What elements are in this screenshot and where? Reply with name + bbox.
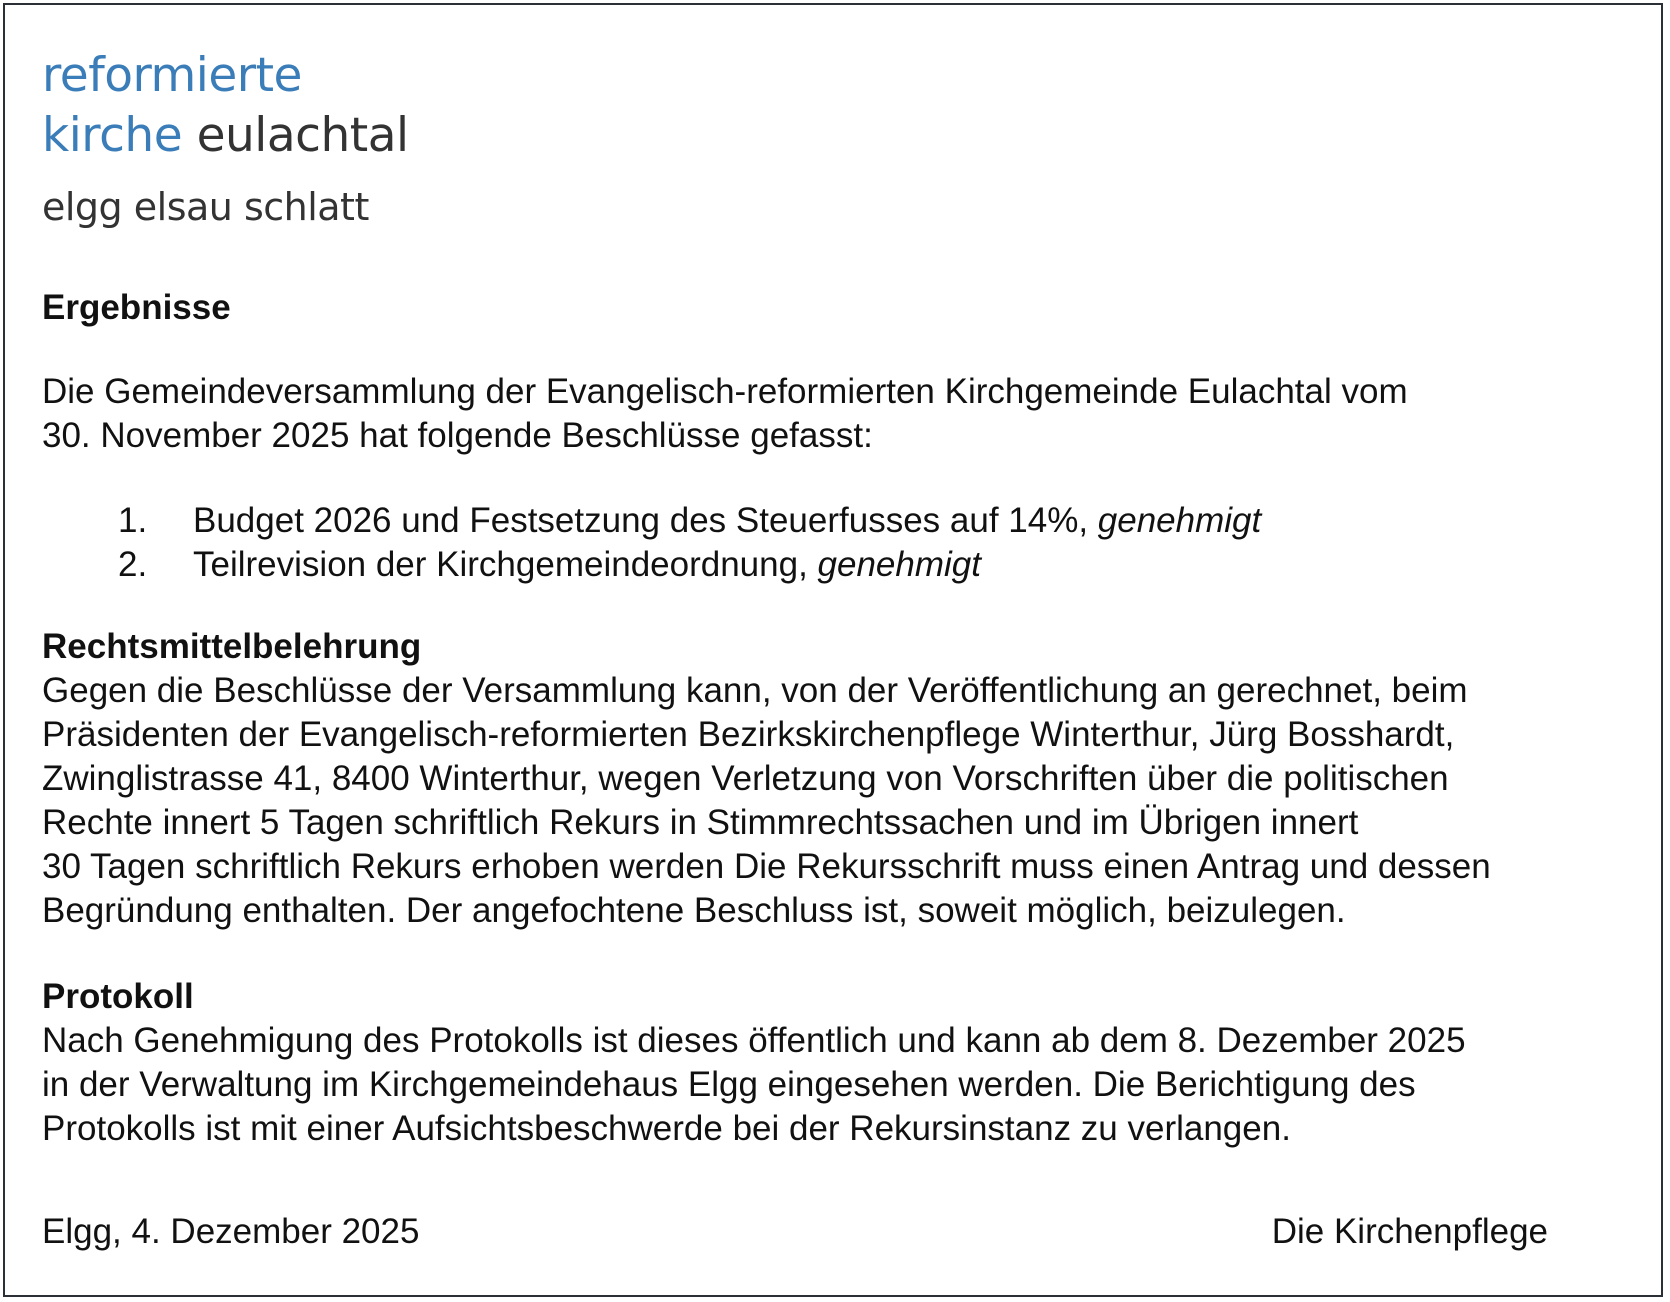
church-logo (42, 48, 409, 229)
signature: Die Kirchenpflege (1271, 1212, 1548, 1251)
rechtsmittel-line: 30 Tagen schriftlich Rekurs erhoben werden Die Rekursschrift muss einen Antrag und dessen (42, 847, 1491, 886)
rechtsmittel-line: Zwinglistrasse 41, 8400 Winterthur, wegen Verletzung von Vorschriften über die politischen (42, 759, 1449, 798)
resolution-status: genehmigt (1097, 501, 1262, 540)
notice-content (42, 286, 1642, 1151)
resolution-status: genehmigt (817, 545, 981, 584)
rechtsmittel-line: Rechte innert 5 Tagen schriftlich Rekurs in Stimmrechtssachen und im Übrigen innert (42, 803, 1359, 842)
intro-line-2: 30. November 2025 hat folgende Beschlüsse gefasst: (42, 416, 873, 455)
resolution-number: 1. (118, 501, 148, 540)
notice-footer (42, 1210, 1548, 1254)
logo-word-kirche: kirche (42, 108, 183, 163)
protokoll-line: Protokolls ist mit einer Aufsichtsbeschwerde bei der Rekursinstanz zu verlangen. (42, 1109, 1291, 1148)
resolution-item (42, 499, 1642, 543)
rechtsmittel-line: Begründung enthalten. Der angefochtene Beschluss ist, soweit möglich, beizulegen. (42, 891, 1346, 930)
heading-protokoll: Protokoll (42, 977, 194, 1016)
rechtsmittel-line: Präsidenten der Evangelisch-reformierten Bezirkskirchenpflege Winterthur, Jürg Bosshardt, (42, 715, 1455, 754)
heading-ergebnisse: Ergebnisse (42, 288, 231, 327)
resolutions-list (42, 499, 1642, 587)
logo-word-eulachtal: eulachtal (196, 108, 409, 163)
heading-rechtsmittelbelehrung: Rechtsmittelbelehrung (42, 627, 422, 666)
logo-line-kirche-eulachtal (42, 108, 409, 172)
place-date: Elgg, 4. Dezember 2025 (42, 1212, 420, 1251)
resolution-text: Budget 2026 und Festsetzung des Steuerfusses auf 14%, (193, 501, 1098, 540)
resolution-text-wrap (193, 543, 981, 587)
protokoll-line: in der Verwaltung im Kirchgemeindehaus Elgg eingesehen werden. Die Berichtigung des (42, 1065, 1416, 1104)
resolution-text-wrap (193, 499, 1261, 543)
protokoll-line: Nach Genehmigung des Protokolls ist dieses öffentlich und kann ab dem 8. Dezember 2025 (42, 1021, 1466, 1060)
rechtsmittel-line: Gegen die Beschlüsse der Versammlung kann, von der Veröffentlichung an gerechnet, beim (42, 671, 1468, 710)
resolution-number: 2. (118, 545, 148, 584)
resolution-text: Teilrevision der Kirchgemeindeordnung, (193, 545, 818, 584)
logo-locations: elgg elsau schlatt (42, 185, 369, 229)
logo-line-reformierte: reformierte (42, 48, 302, 103)
resolution-item (42, 543, 1642, 587)
intro-line-1: Die Gemeindeversammlung der Evangelisch-reformierten Kirchgemeinde Eulachtal vom (42, 372, 1408, 411)
